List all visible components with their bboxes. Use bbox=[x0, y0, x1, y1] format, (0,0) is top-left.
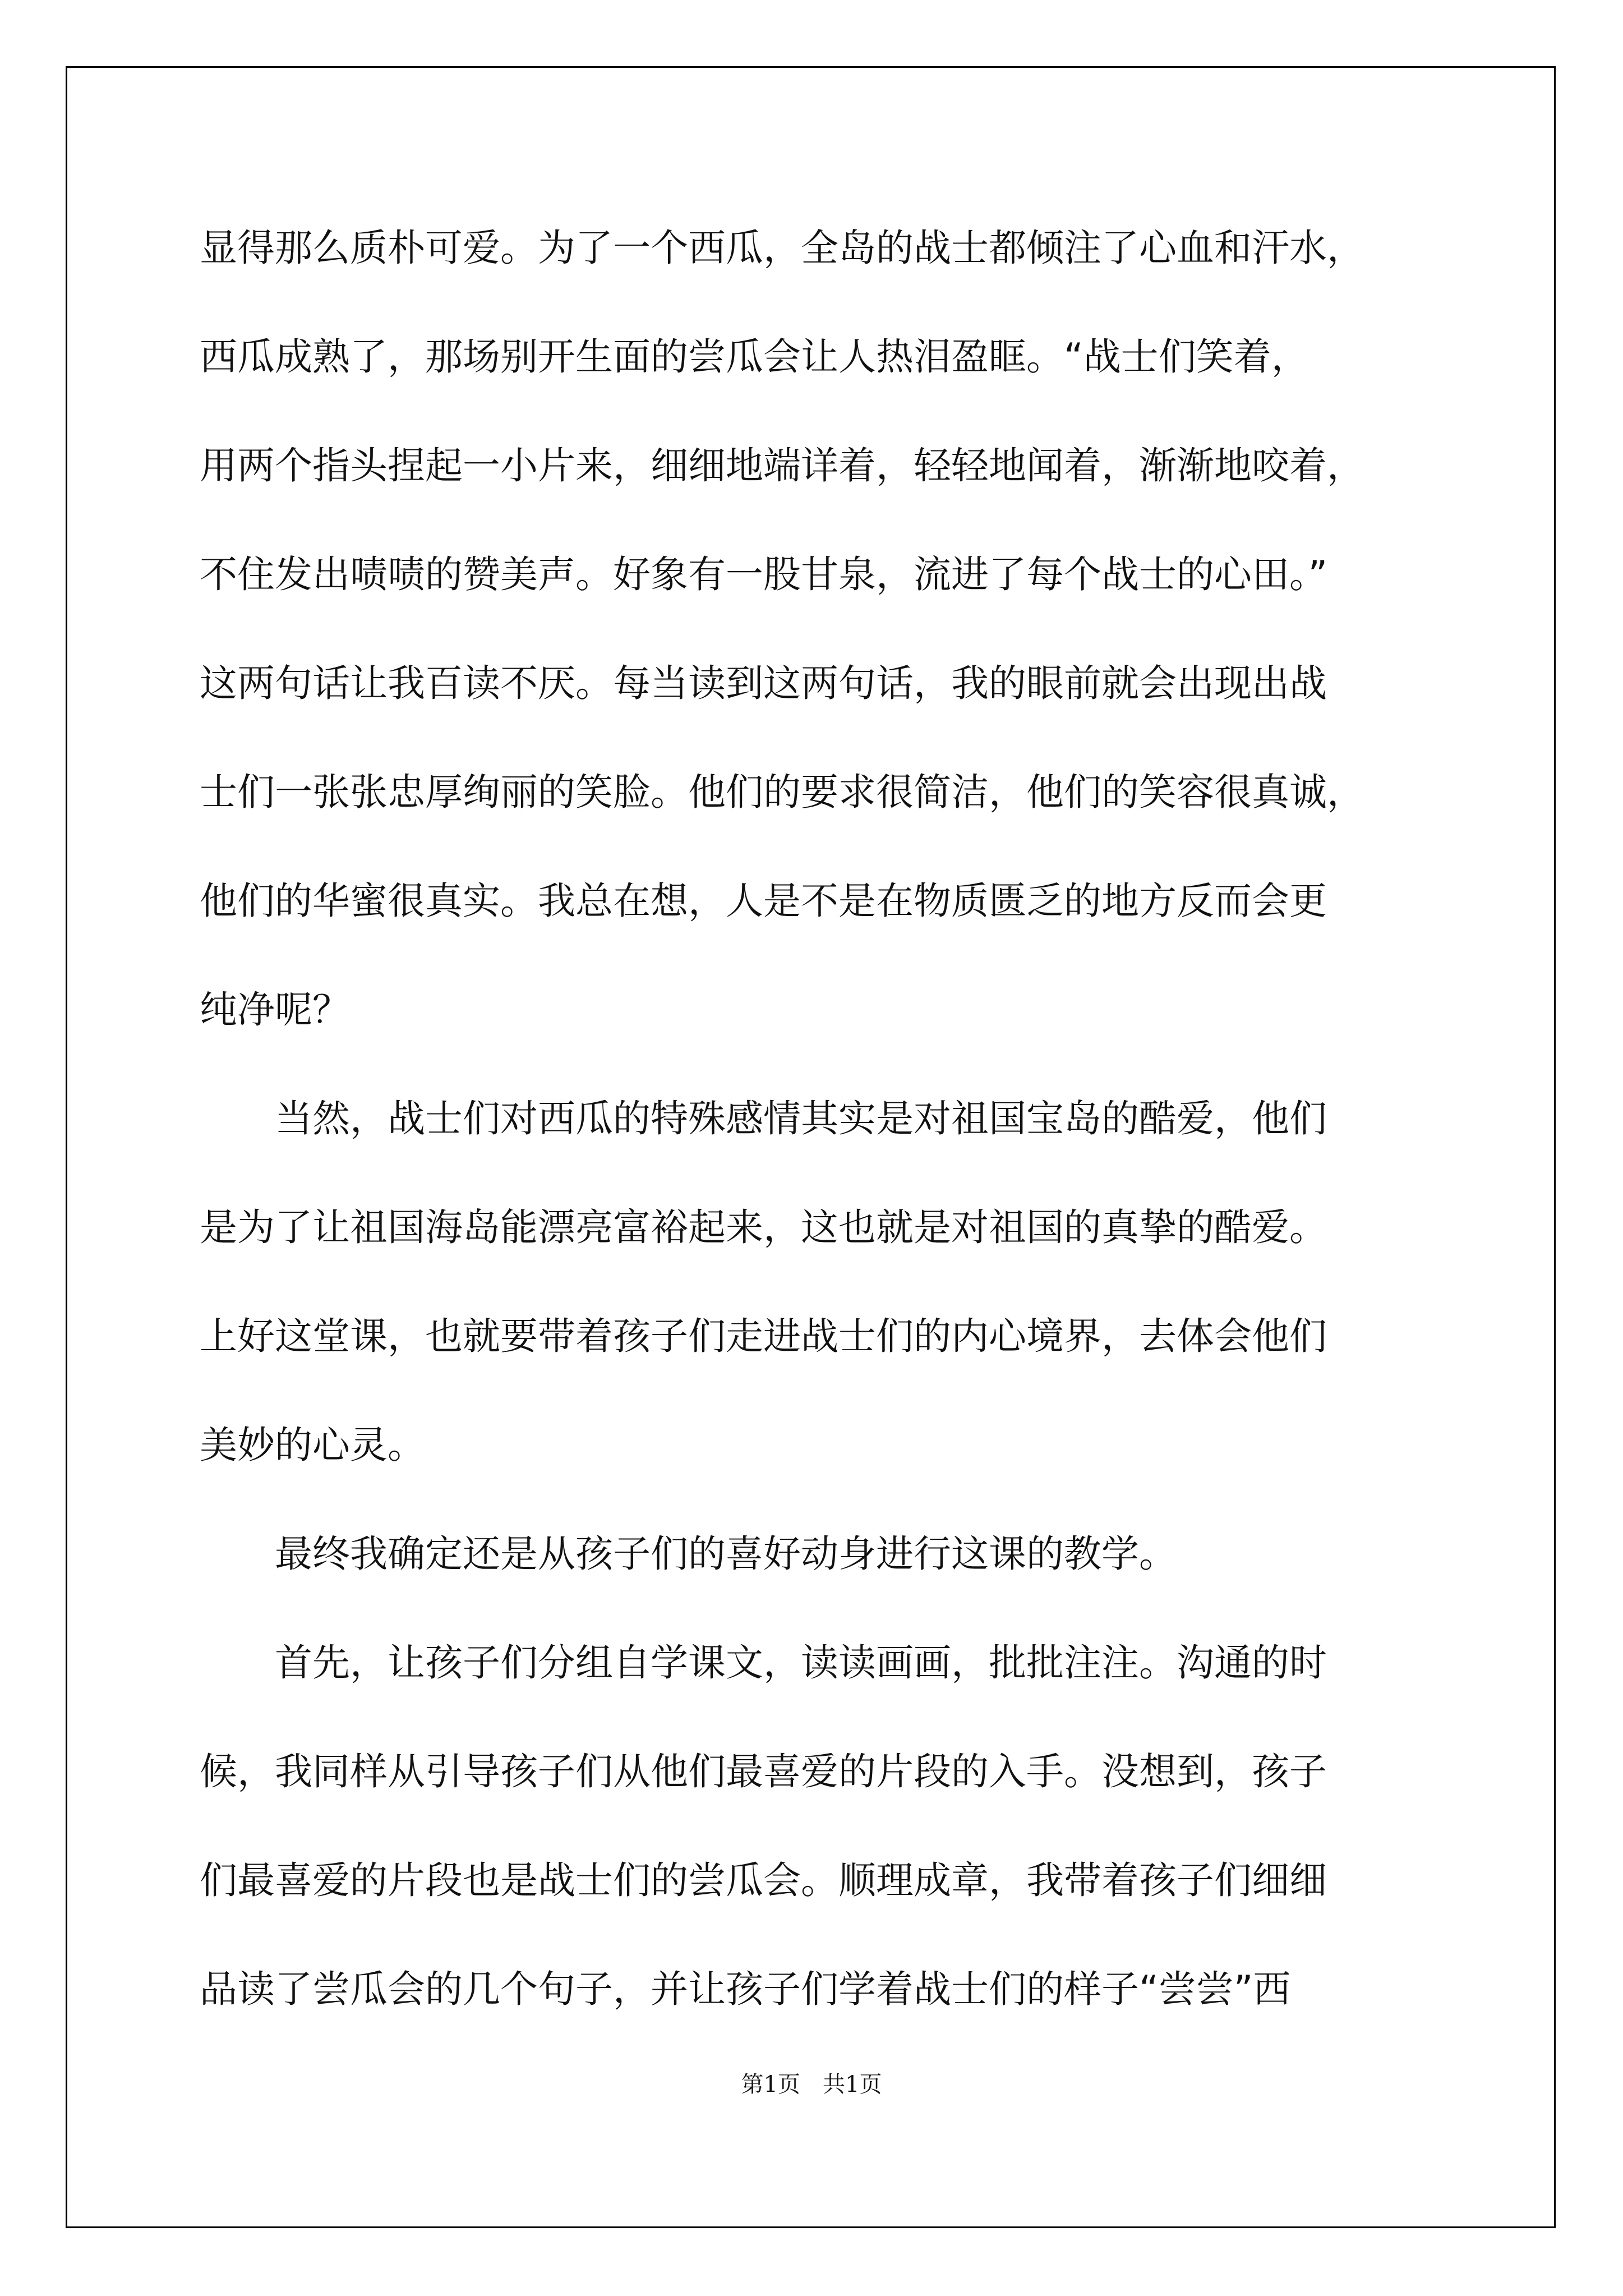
text-line: 不住发出啧啧的赞美声。好象有一股甘泉，流进了每个战士的心田。” bbox=[200, 553, 1328, 596]
text-line: 品读了尝瓜会的几个句子，并让孩子们学着战士们的样子“尝尝”西 bbox=[200, 1967, 1291, 2011]
text-line: 美妙的心灵。 bbox=[200, 1423, 425, 1467]
text-line: 们最喜爱的片段也是战士们的尝瓜会。顺理成章，我带着孩子们细细 bbox=[200, 1858, 1327, 1902]
text-line: 士们一张张忠厚绚丽的笑脸。他们的要求很简洁，他们的笑容很真诚， bbox=[200, 770, 1364, 814]
text-line: 纯净呢？ bbox=[200, 988, 350, 1032]
page-number: 第1页 共1页 bbox=[741, 2072, 882, 2097]
text-line: 当然，战士们对西瓜的特殊感情其实是对祖国宝岛的酷爱，他们 bbox=[200, 1097, 1327, 1140]
text-line: 最终我确定还是从孩子们的喜好动身进行这课的教学。 bbox=[200, 1532, 1177, 1576]
text-line: 上好这堂课，也就要带着孩子们走进战士们的内心境界，去体会他们 bbox=[200, 1314, 1327, 1358]
text-line: 是为了让祖国海岛能漂亮富裕起来，这也就是对祖国的真挚的酷爱。 bbox=[200, 1205, 1327, 1249]
text-line: 他们的华蜜很真实。我总在想，人是不是在物质匮乏的地方反而会更 bbox=[200, 879, 1327, 923]
text-line: 显得那么质朴可爱。为了一个西瓜，全岛的战士都倾注了心血和汗水， bbox=[200, 226, 1364, 270]
text-line: 候，我同样从引导孩子们从他们最喜爱的片段的入手。没想到，孩子 bbox=[200, 1750, 1327, 1793]
text-line: 西瓜成熟了，那场别开生面的尝瓜会让人热泪盈眶。“战士们笑着， bbox=[200, 335, 1309, 379]
text-line: 首先，让孩子们分组自学课文，读读画画，批批注注。沟通的时 bbox=[200, 1641, 1327, 1685]
text-line: 这两句话让我百读不厌。每当读到这两句话，我的眼前就会出现出战 bbox=[200, 661, 1327, 705]
text-line: 用两个指头捏起一小片来，细细地端详着，轻轻地闻着，渐渐地咬着， bbox=[200, 444, 1364, 487]
